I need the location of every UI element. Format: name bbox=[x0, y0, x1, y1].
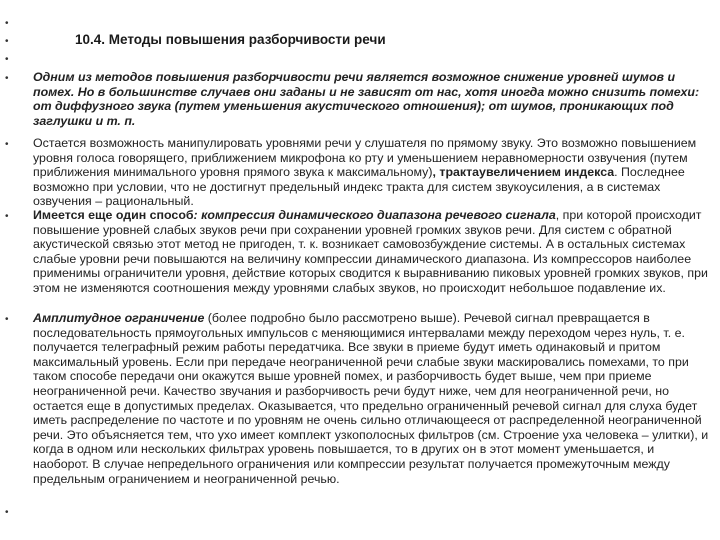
bullet: • bbox=[5, 54, 9, 65]
paragraph-amplitude-limiting-term: Амплитудное ограничение bbox=[33, 311, 205, 325]
bullet: • bbox=[5, 73, 9, 84]
bullet: • bbox=[5, 36, 9, 47]
bullet: • bbox=[5, 18, 9, 29]
paragraph-compression-text: , при которой происходит повышение уровней слабых звуков речи при сохранении уровней громких звуков речи. Для систем с обратной акустической связью этот метод не пригоден, т. к. возникает самовозбуждение системы. А в остальных системах слабые уровни речи повышаются на величину компрессии динамического диапазона. Из компрессоров наиболее применимы ограничители уровня, действие которых сводится к выравниванию пиковых уровней громких звуков, при этом не изменяются соотношения между уровнями слабых звуков, но происходит небольшое подавление их. bbox=[33, 208, 708, 295]
bullet: • bbox=[5, 507, 9, 518]
paragraph-noise-reduction: Одним из методов повышения разборчивости речи является возможное снижение уровней шумов и помех. Но в большинстве случаев они заданы и не зависят от нас, хотя иногда можно снизить помехи: от диффузного звука (путем уменьшения акустического отношения); от шумов, проникающих под заглушки и т. п. bbox=[33, 70, 700, 128]
paragraph-compression bbox=[33, 208, 713, 296]
page-title: 10.4. Методы повышения разборчивости речи bbox=[75, 32, 386, 47]
paragraph-direct-sound bbox=[33, 136, 713, 209]
bullet: • bbox=[5, 139, 9, 150]
paragraph-direct-sound-tail: . Последнее возможно при условии, что не достигнут предельный индекс тракта для систем звукоусиления, а в системах озвучения – рациональный. bbox=[33, 165, 685, 209]
paragraph-compression-lead: Имеется еще один способ bbox=[33, 208, 194, 222]
paragraph-amplitude-limiting-text: (более подробно было рассмотрено выше). Речевой сигнал превращается в последовательность прямоугольных импульсов с меняющимися интервалами между переходом через нуль, т. е. получается телеграфный режим работы передатчика. Все звуки в приеме будут иметь одинаковый и притом максимальный уровень. Если при передаче неограниченной речи слабые звуки маскировались помехами, то при таком способе передачи они окажутся выше уровней помех, и разборчивость будет выше, чем при приеме неограниченной речи. Качество звучания и разборчивость речи будут ниже, чем для неограниченной речи, но остается еще в допустимых пределах. Оказывается, что предельно ограниченный речевой сигнал для слуха будет иметь распределение по частоте и по уровням не очень сильно отличающееся от распределенной неограниченной речи. Это объясняется тем, что ухо имеет комплект узкополосных фильтров (см. Строение уха человека – улитки), и когда в одном или нескольких фильтрах уровень повышается, то в других он в этот момент уменьшается, и наоборот. В случае непредельного ограничения или компрессии результат получается промежуточным между предельным ограничением и неограниченной речью. bbox=[33, 311, 709, 486]
paragraph-amplitude-limiting bbox=[33, 311, 713, 486]
paragraph-direct-sound-emphasis: , трактаувеличением индекса bbox=[432, 165, 615, 180]
paragraph-compression-term: : компрессия динамического диапазона речевого сигнала bbox=[193, 208, 556, 222]
paragraph-direct-sound-text: Остается возможность манипулировать уровнями речи у слушателя по прямому звуку. Это возможно повышением уровня голоса говорящего, приближением микрофона ко рту и уменьшением неравномерности озвучения (путем приближения минимального уровня прямого звука к максимальному) bbox=[33, 136, 697, 180]
bullet: • bbox=[5, 314, 9, 325]
bullet: • bbox=[5, 211, 9, 222]
